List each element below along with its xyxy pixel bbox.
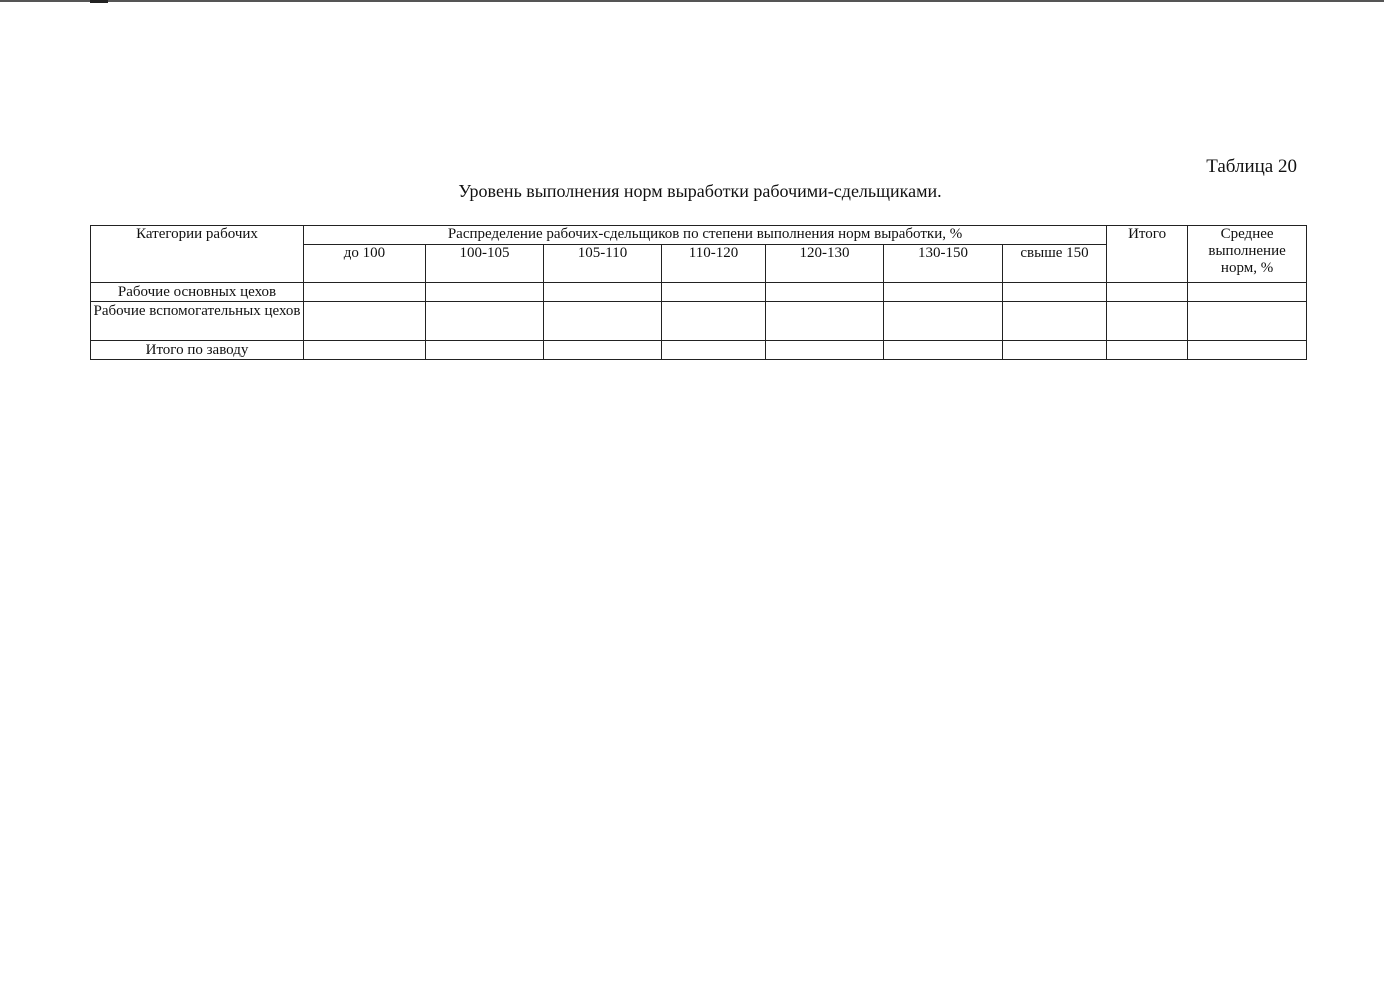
table-cell: [1107, 302, 1188, 341]
table-cell: [1188, 341, 1307, 360]
table-cell: [766, 341, 884, 360]
range-header: 120-130: [766, 245, 884, 283]
table-cell: [1107, 341, 1188, 360]
table-cell: [1003, 283, 1107, 302]
table-cell: [884, 302, 1003, 341]
table-row: [91, 302, 1307, 341]
table-cell: [884, 283, 1003, 302]
table-cell: [304, 283, 426, 302]
scan-edge-mark: [90, 0, 108, 3]
row-label: Рабочие вспомогательных цехов: [91, 302, 304, 341]
table-cell: [544, 302, 662, 341]
table-cell: [426, 341, 544, 360]
table-cell: [662, 283, 766, 302]
range-header: 110-120: [662, 245, 766, 283]
range-header: 130-150: [884, 245, 1003, 283]
table-cell: [884, 341, 1003, 360]
table-cell: [1188, 302, 1307, 341]
table-row: [91, 341, 1307, 360]
table-cell: [1003, 341, 1107, 360]
table-number: Таблица 20: [1206, 156, 1297, 177]
range-header: до 100: [304, 245, 426, 283]
scan-edge-line: [0, 0, 1384, 2]
average-header: Среднее выполнение норм, %: [1188, 226, 1307, 283]
range-header: 105-110: [544, 245, 662, 283]
range-header: свыше 150: [1003, 245, 1107, 283]
table-cell: [766, 302, 884, 341]
table-cell: [662, 341, 766, 360]
table-cell: [426, 302, 544, 341]
row-label: Рабочие основных цехов: [91, 283, 304, 302]
range-header: 100-105: [426, 245, 544, 283]
table-cell: [1107, 283, 1188, 302]
table-cell: [766, 283, 884, 302]
table-cell: [544, 341, 662, 360]
distribution-header: Распределение рабочих-сдельщиков по степени выполнения норм выработки, %: [304, 226, 1107, 245]
table-cell: [662, 302, 766, 341]
document-title: Уровень выполнения норм выработки рабочими-сдельщиками.: [458, 181, 942, 201]
norms-table: [90, 225, 1307, 360]
row-label: Итого по заводу: [91, 341, 304, 360]
header-row: [91, 226, 1307, 245]
table-cell: [304, 302, 426, 341]
table-cell: [426, 283, 544, 302]
table-cell: [1003, 302, 1107, 341]
table-cell: [1188, 283, 1307, 302]
table-row: [91, 283, 1307, 302]
category-header: Категории рабочих: [91, 226, 304, 283]
table-cell: [304, 341, 426, 360]
total-header: Итого: [1107, 226, 1188, 283]
table-cell: [544, 283, 662, 302]
